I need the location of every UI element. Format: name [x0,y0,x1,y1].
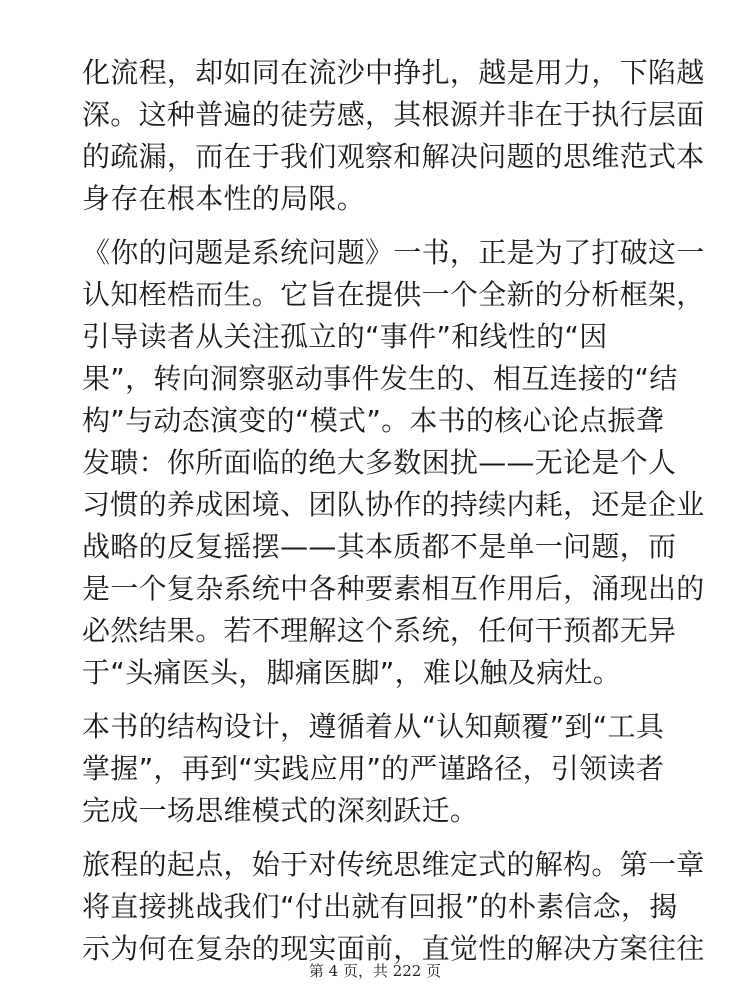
paragraph-3 [82,706,672,832]
text-line: 的疏漏，而在于我们观察和解决问题的思维范式本 [82,140,705,173]
text-line: 掌握”，再到“实践应用”的严谨路径，引领读者 [82,752,665,785]
text-line: 构”与动态演变的“模式”。本书的核心论点振聋 [82,404,665,437]
text-line: 必然结果。若不理解这个系统，任何干预都无异 [82,614,677,647]
text-line: 《你的问题是系统问题》一书，正是为了打破这一 [82,236,705,269]
text-line: 是一个复杂系统中各种要素相互作用后，涌现出的 [82,572,705,605]
text-line: 身存在根本性的局限。 [82,182,366,215]
text-line: 习惯的养成困境、团队协作的持续内耗，还是企业 [82,488,705,521]
text-line: 认知桎梏而生。它旨在提供一个全新的分析框架， [82,278,705,311]
text-line: 于“头痛医头，脚痛医脚”，难以触及病灶。 [82,656,622,689]
paragraph-1 [82,52,705,220]
text-line: 果”，转向洞察驱动事件发生的、相互连接的“结 [82,362,678,395]
text-line: 示为何在复杂的现实面前，直觉性的解决方案往往 [82,932,705,965]
text-line: 引导读者从关注孤立的“事件”和线性的“因 [82,320,608,353]
text-line: 化流程，却如同在流沙中挣扎，越是用力，下陷越 [82,56,705,89]
body-text [82,52,705,982]
text-line: 本书的结构设计，遵循着从“认知颠覆”到“工具 [82,710,665,743]
text-line: 旅程的起点，始于对传统思维定式的解构。第一章 [82,848,705,881]
paragraph-2 [82,232,705,694]
text-line: 战略的反复摇摆——其本质都不是单一问题，而 [82,530,677,563]
text-line: 发聩：你所面临的绝大多数困扰——无论是个人 [82,446,677,479]
text-line: 深。这种普遍的徒劳感，其根源并非在于执行层面 [82,98,705,131]
paragraph-4 [82,844,705,970]
page-number: 第 4 页，共 222 页 [308,962,442,980]
text-line: 将直接挑战我们“付出就有回报”的朴素信念，揭 [82,890,678,923]
text-line: 完成一场思维模式的深刻跃迁。 [82,794,479,827]
